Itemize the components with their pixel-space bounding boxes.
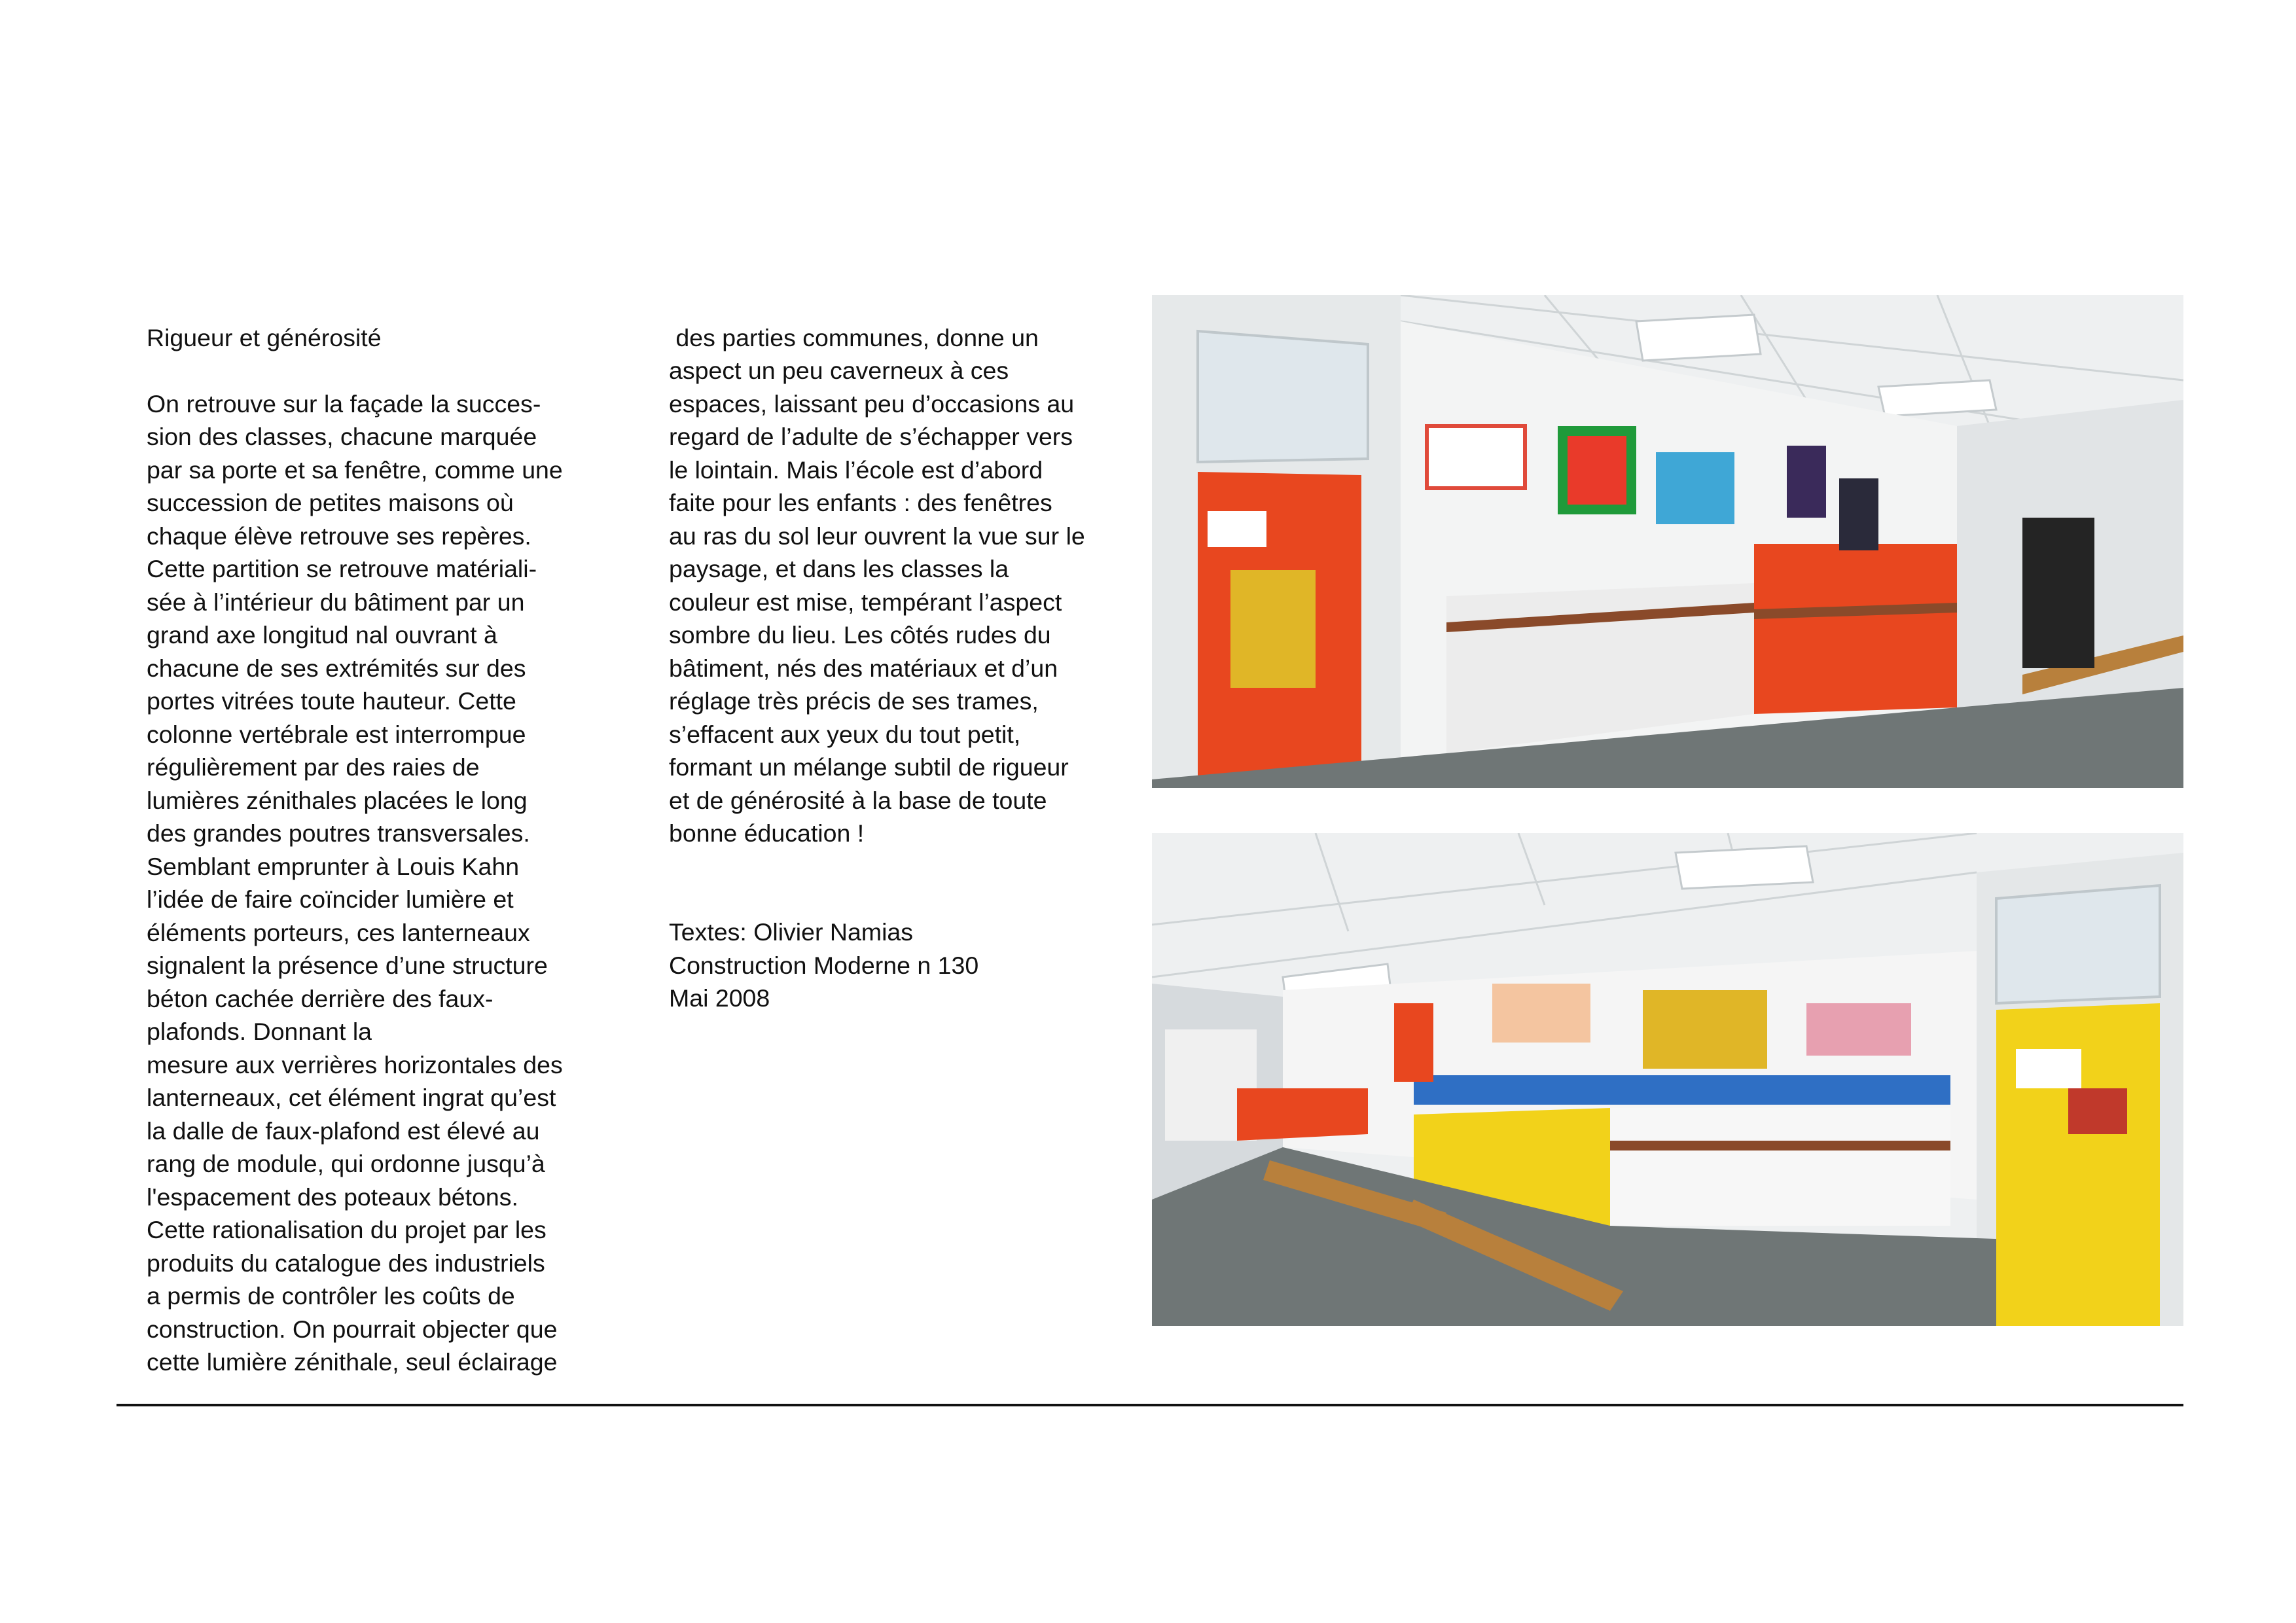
body-text-line: couleur est mise, tempérant l’aspect [669, 588, 1062, 616]
body-text-line: aspect un peu caverneux à ces [669, 357, 1009, 384]
body-text-line: régulièrement par des raies de [147, 753, 480, 781]
body-text-line: des grandes poutres transversales. [147, 819, 530, 847]
body-text-line: portes vitrées toute hauteur. Cette [147, 687, 516, 715]
body-text-line: éléments porteurs, ces lanterneaux [147, 918, 530, 946]
article-heading: Rigueur et générosité [147, 323, 382, 351]
body-text-line: et de générosité à la base de toute [669, 786, 1047, 814]
body-text-line: des parties communes, donne un [669, 323, 1039, 351]
body-text-line: Cette partition se retrouve matériali- [147, 555, 537, 582]
text-column-left [147, 288, 631, 1412]
body-text-line: par sa porte et sa fenêtre, comme une [147, 455, 563, 484]
body-text-line: Cette rationalisation du projet par les [147, 1216, 547, 1243]
credit-line: Textes: Olivier Namias [669, 918, 914, 946]
body-text-line: colonne vertébrale est interrompue [147, 720, 526, 748]
body-text-line: paysage, et dans les classes la [669, 555, 1009, 582]
body-text-line: signalent la présence d’une structure [147, 952, 548, 979]
body-text-line: chaque élève retrouve ses repères. [147, 522, 531, 550]
body-text-line: cette lumière zénithale, seul éclairage [147, 1348, 558, 1376]
classroom-yellow-photo [1152, 833, 2183, 1326]
body-text-line: mesure aux verrières horizontales des [147, 1050, 563, 1079]
body-text-line: chacune de ses extrémités sur des [147, 654, 526, 682]
body-text-line: bâtiment, nés des matériaux et d’un [669, 654, 1058, 682]
body-text-line: rang de module, qui ordonne jusqu’à [147, 1150, 545, 1177]
body-text-line: bonne éducation ! [669, 819, 865, 847]
body-text-line: grand axe longitud nal ouvrant à [147, 621, 497, 649]
body-text-line: Semblant emprunter à Louis Kahn [147, 852, 520, 880]
body-text-line: réglage très précis de ses trames, [669, 687, 1039, 715]
body-text-line: sion des classes, chacune marquée [147, 423, 537, 450]
body-text-line: regard de l’adulte de s’échapper vers [669, 423, 1073, 450]
body-text-line: l'espacement des poteaux bétons. [147, 1183, 518, 1211]
article-body-middle [669, 321, 1153, 850]
body-text-line: plafonds. Donnant la [147, 1018, 372, 1045]
horizontal-rule [117, 1404, 2183, 1406]
body-text-line: On retrouve sur la façade la succes- [147, 389, 541, 418]
body-text-line: formant un mélange subtil de rigueur [669, 753, 1069, 781]
body-text-line: la dalle de faux-plafond est élevé au [147, 1116, 540, 1145]
credit-line: Construction Moderne n 130 [669, 951, 979, 979]
credit-line: Mai 2008 [669, 984, 770, 1012]
body-text-line: construction. On pourrait objecter que [147, 1315, 558, 1343]
body-text-line: sombre du lieu. Les côtés rudes du [669, 621, 1051, 649]
body-text-line: béton cachée derrière des faux- [147, 984, 493, 1012]
body-text-line: l’idée de faire coïncider lumière et [147, 885, 514, 913]
text-column-middle [669, 288, 1153, 1048]
body-text-line: le lointain. Mais l’école est d’abord [669, 455, 1043, 484]
body-text-line: lanterneaux, cet élément ingrat qu’est [147, 1084, 556, 1111]
body-text-line: faite pour les enfants : des fenêtres [669, 489, 1052, 516]
body-text-line: espaces, laissant peu d’occasions au [669, 389, 1075, 418]
body-text-line: sée à l’intérieur du bâtiment par un [147, 588, 525, 616]
classroom-orange-photo [1152, 295, 2183, 788]
body-text-line: a permis de contrôler les coûts de [147, 1282, 515, 1310]
article-credits [669, 916, 1153, 1015]
body-text-line: s’effacent aux yeux du tout petit, [669, 720, 1021, 748]
body-text-line: au ras du sol leur ouvrent la vue sur le [669, 522, 1085, 550]
article-body-left [147, 387, 631, 1379]
body-text-line: lumières zénithales placées le long [147, 786, 528, 814]
body-text-line: produits du catalogue des industriels [147, 1249, 545, 1277]
body-text-line: succession de petites maisons où [147, 489, 514, 516]
